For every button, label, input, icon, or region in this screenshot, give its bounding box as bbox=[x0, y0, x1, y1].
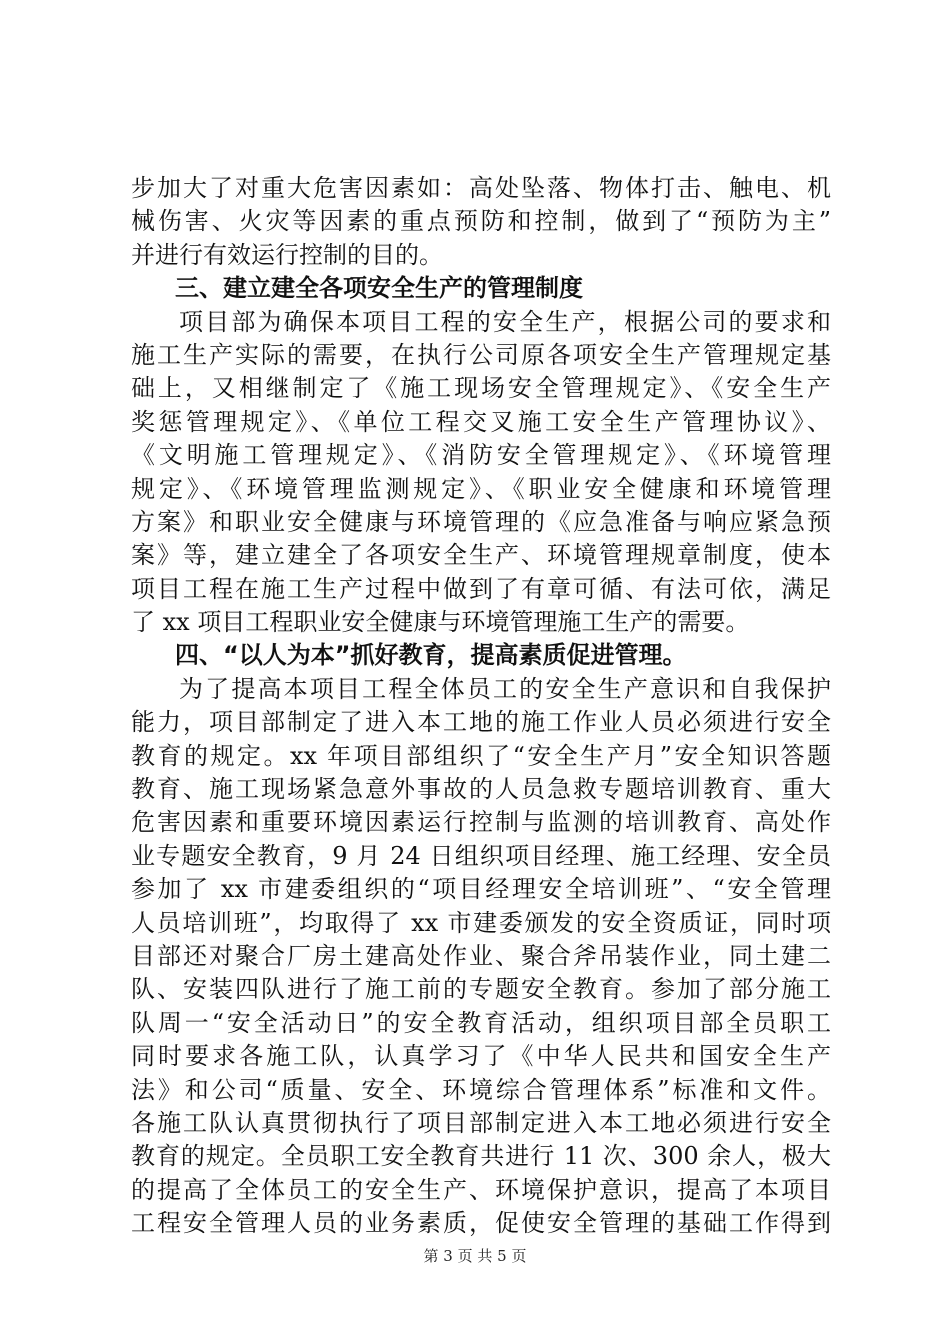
paragraph-line: 工程安全管理人员的业务素质，促使安全管理的基础工作得到 bbox=[131, 1209, 831, 1238]
paragraph-line: 队周一“安全活动日”的安全教育活动，组织项目部全员职工 bbox=[131, 1008, 831, 1037]
paragraph-line: 规定》、《环境管理监测规定》、《职业安全健康和环境管理 bbox=[131, 474, 831, 503]
section-heading: 四、“以人为本”抓好教育，提高素质促进管理。 bbox=[175, 641, 687, 670]
paragraph-line: 法》和公司“质量、安全、环境综合管理体系”标准和文件。 bbox=[131, 1075, 831, 1104]
paragraph-line: 的提高了全体员工的安全生产、环境保护意识，提高了本项目 bbox=[131, 1175, 831, 1204]
paragraph-line: 教育的规定。xx 年项目部组织了“安全生产月”安全知识答题 bbox=[131, 741, 831, 770]
paragraph-line: 方案》和职业安全健康与环境管理的《应急准备与响应紧急预 bbox=[131, 507, 831, 536]
paragraph-line: 参加了 xx 市建委组织的“项目经理安全培训班”、“安全管理 bbox=[131, 875, 831, 904]
paragraph-line: 项目部为确保本项目工程的安全生产，根据公司的要求和 bbox=[179, 307, 831, 336]
paragraph-line: 同时要求各施工队，认真学习了《中华人民共和国安全生产 bbox=[131, 1042, 831, 1071]
paragraph-line: 并进行有效运行控制的目的。 bbox=[131, 240, 443, 269]
paragraph-line: 人员培训班”，均取得了 xx 市建委颁发的安全资质证，同时项 bbox=[131, 908, 831, 937]
paragraph-line: 能力，项目部制定了进入本工地的施工作业人员必须进行安全 bbox=[131, 708, 831, 737]
paragraph-line: 奖惩管理规定》、《单位工程交叉施工安全生产管理协议》、 bbox=[131, 407, 831, 436]
paragraph-line: 教育、施工现场紧急意外事故的人员急救专题培训教育、重大 bbox=[131, 775, 831, 804]
paragraph-line: 业专题安全教育，9 月 24 日组织项目经理、施工经理、安全员 bbox=[131, 841, 831, 870]
paragraph-line: 教育的规定。全员职工安全教育共进行 11 次、300 余人，极大 bbox=[131, 1142, 831, 1171]
paragraph-line: 步加大了对重大危害因素如：高处坠落、物体打击、触电、机 bbox=[131, 174, 831, 202]
paragraph-line: 础上，又相继制定了《施工现场安全管理规定》、《安全生产 bbox=[131, 374, 831, 403]
paragraph-line: 为了提高本项目工程全体员工的安全生产意识和自我保护 bbox=[179, 674, 831, 703]
paragraph-line: 各施工队认真贯彻执行了项目部制定进入本工地必须进行安全 bbox=[131, 1108, 831, 1137]
page-footer: 第 3 页 共 5 页 bbox=[423, 1247, 527, 1265]
paragraph-line: 危害因素和重要环境因素运行控制与监测的培训教育、高处作 bbox=[131, 808, 831, 837]
document-body bbox=[131, 172, 831, 1241]
paragraph-line: 队、安装四队进行了施工前的专题安全教育。参加了部分施工 bbox=[131, 975, 831, 1004]
paragraph-line: 案》等，建立建全了各项安全生产、环境管理规章制度，使本 bbox=[131, 541, 831, 570]
paragraph-line: 项目工程在施工生产过程中做到了有章可循、有法可依，满足 bbox=[131, 574, 831, 603]
paragraph-line: 目部还对聚合厂房土建高处作业、聚合斧吊装作业，同土建二 bbox=[131, 941, 831, 970]
paragraph-line: 《文明施工管理规定》、《消防安全管理规定》、《环境管理 bbox=[131, 441, 831, 470]
paragraph-line: 械伤害、火灾等因素的重点预防和控制，做到了“预防为主” bbox=[131, 207, 831, 236]
paragraph-line: 了 xx 项目工程职业安全健康与环境管理施工生产的需要。 bbox=[131, 608, 750, 637]
paragraph-line: 施工生产实际的需要，在执行公司原各项安全生产管理规定基 bbox=[131, 340, 831, 369]
section-heading: 三、建立建全各项安全生产的管理制度 bbox=[175, 274, 583, 303]
